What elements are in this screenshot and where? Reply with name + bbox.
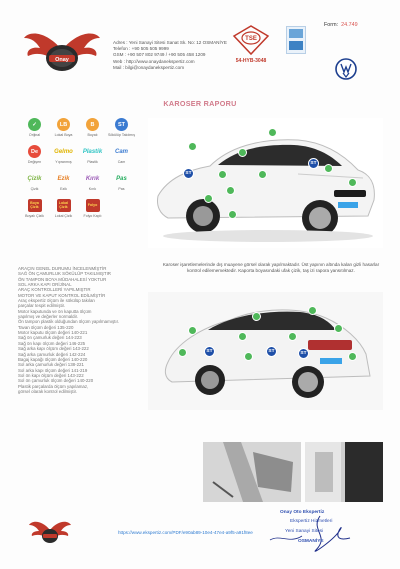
note-line: Sağ arka kapı ölçüm değeri 143-222 [18,346,89,352]
original-marker [334,324,343,333]
foil-icon: Folyo [86,199,100,212]
legend-item-removed [107,118,136,137]
legend-label: Yıpranmış [55,160,72,164]
legend-label: Çizik [30,187,39,191]
form-label: Form: [324,22,339,28]
stamp-line: Yeni Sanayi Sitesi [285,529,324,534]
legend-label: Lokal Çizik [54,214,73,218]
note-line: Motor kaputunda ve ön kaputta ölçüm [18,308,92,314]
original-marker [348,178,357,187]
note-line: parçalar tespit edilmiştir. [18,303,66,309]
legend-item-local-paint [49,118,78,137]
painted-scratch-icon: Boya Çizik [28,199,42,212]
note-line: SAĞ ÖN ÇAMURLUK SÖKÜLÜP TAKILMIŞTIR [18,271,111,277]
legend-item-painted [78,118,107,137]
original-marker [288,332,297,341]
volkswagen-logo-icon [335,58,357,80]
glass-icon: Cam [114,148,128,155]
tse-code: 54-HYB-3048 [235,58,267,64]
form-number [324,22,358,28]
legend-item-rust [107,172,136,191]
note-line: yapılmış ve değerler normaldir. [18,314,79,320]
st-marker: ST [308,158,319,169]
original-marker [244,352,253,361]
note-line: Sol ön kapı ölçüm değeri 143-222 [18,372,84,378]
car-note: Karoser işaretlemelerinde dış muayene görsel olarak yapılmaktadır. Üst yapının altında kalan gizli hasarlar kontrol edilememektedir. Kaporta boyasındaki ufak çizik, taş izi rapora yansıtılmaz. [162,262,380,273]
legend-label: Lokal Boya [54,133,73,137]
note-line: görsel olarak kontrol edilmiştir. [18,388,78,394]
original-marker [252,312,261,321]
footer-logo [28,518,72,546]
legend-item-painted-scratch [20,199,49,218]
stamp-line: Ekspertiz Hizmetleri [290,519,333,524]
legend-item-foil [78,199,107,218]
note-line: ARAÇIN GENEL DURUMU İNCELENMİŞTİR [18,266,107,271]
plastic-icon: Plastik [82,148,103,155]
legend-item-broken [78,172,107,191]
legend-item-dent [49,172,78,191]
st-marker: ST [204,346,215,357]
original-marker [258,170,267,179]
original-marker [324,164,333,173]
note-line: Sol arka çamurluk değeri 138-221 [18,362,84,368]
report-url-link[interactable]: https://www.ekspertiz.com/PDF/e90ab89-10e4-47e4-a9f5-a91f8ee [118,530,253,535]
rust-icon: Pas [116,175,127,182]
note-line: Motor kaputu ölçüm değeri 140-221 [18,330,88,336]
legend-label: Cam [117,160,126,164]
legend-label: Pas [118,187,125,191]
legend-label: Sökülüp Takılmış [107,133,136,137]
original-marker [348,352,357,361]
contact-phone: Telefon : +90 505 505 9999 [113,46,169,52]
car-photo-rear [148,292,383,410]
legend-row [20,118,138,137]
note-line: Araç ekspertiz ölçüm ile sökülüp takılan [18,298,95,304]
svg-text:TSE: TSE [245,36,257,42]
original-marker [238,332,247,341]
original-marker [268,128,277,137]
report-title: KAROSER RAPORU [163,99,237,108]
note-line: Sağ arka çamurluk değeri 142-224 [18,351,86,357]
legend-item-scratch [20,172,49,191]
legend-label: Orijinal [28,133,41,137]
stamp-line: Onay Oto Ekspertiz [280,510,325,515]
note-line: MOTOR VE KAPUT KONTROL EDİLMİŞTİR [18,292,106,298]
note-line: Plastik parçalarda ölçüm yapılamaz, [18,383,89,389]
scratch-icon: Çizik [27,175,42,182]
note-line: SOL ARKA KAPI ORİJİNAL [18,282,72,288]
company-stamp [250,510,370,558]
st-marker: ST [266,346,277,357]
original-marker [228,210,237,219]
legend-label: Plastik [87,160,98,164]
legend-label: Folyo Kaplı [83,214,102,218]
note-line: Tavan ölçüm değeri 135-220 [18,324,74,330]
note-line: ARAÇ KONTROLLERİ YAPILMIŞTIR [18,287,91,293]
legend-row [20,199,138,218]
logo-text: Onay [55,57,69,63]
b-icon: B [86,118,99,131]
form-value: 24.749 [341,22,358,28]
legend-item-plastic [78,145,107,164]
qr-code-icon [286,26,306,54]
stamp-line: OSMANİYE [298,539,324,544]
detail-photo-1 [203,442,301,502]
original-marker [226,186,235,195]
car-photo-front [148,118,383,248]
contact-address: Adres : Yeni Sanayi Sitesi Sanat Sk. No: 12 OSMANİYE [113,40,227,45]
local-scratch-icon: Lokal Çizik [57,199,71,212]
st-icon: ST [115,118,128,131]
original-marker [188,142,197,151]
note-line: Sol arka kapı ölçüm değeri 141-219 [18,367,88,373]
lb-icon: LB [57,118,70,131]
broken-icon: Kırık [85,175,100,182]
original-marker [308,306,317,315]
note-line: Sağ ön çamurluk değeri 144-223 [18,335,82,341]
original-marker [218,170,227,179]
company-logo [22,28,102,78]
original-marker [178,348,187,357]
legend-label: Değişen [27,160,42,164]
legend-item-glass [107,145,136,164]
contact-mail[interactable]: Mail : bilgi@onaydanekspertiz.com [113,64,185,70]
note-line: Bagaj kapağı ölçüm değeri 140-220 [18,356,88,362]
legend-label: Boyalı Çizik [25,214,44,218]
note-line: Sağ ön kapı ölçüm değeri 146-225 [18,340,86,346]
legend-label: Boyalı [87,133,98,137]
tse-logo-icon [230,24,272,58]
legend-item-changed [20,145,49,164]
detail-photo-2 [305,442,383,502]
signature-icon [250,510,370,558]
legend-row [20,145,138,164]
contact-web[interactable]: Web : http://www.onaydanekspertiz.com [113,58,195,64]
legend-label: Ezik [60,187,67,191]
legend-label: Kırık [88,187,97,191]
original-marker [238,148,247,157]
original-marker [204,194,213,203]
note-line: ÖN TAMPON BOYA MÜDAHALESİ YOKTUR [18,276,107,282]
check-icon: ✓ [28,118,41,131]
legend-item-original [20,118,49,137]
original-marker [188,326,197,335]
st-marker: ST [298,348,309,359]
contact-block [113,40,228,71]
de-icon: De [28,145,41,158]
legend-item-worn [49,145,78,164]
note-line: Ön tampon plastik olduğundan ölçüm yapılmamıştır. [18,319,120,325]
inspection-notes [18,266,138,394]
dent-icon: Ezik [57,175,70,182]
worn-icon: Gelmo [54,148,73,155]
contact-gsm: GSM : +90 507 802 9749 / +90 505 458 1209 [113,52,206,58]
st-marker: ST [183,168,194,179]
legend-item-local-scratch [49,199,78,218]
note-line: Sol ön çamurluk ölçüm değeri 140-220 [18,378,94,384]
legend-row [20,172,138,191]
damage-legend [20,118,138,226]
